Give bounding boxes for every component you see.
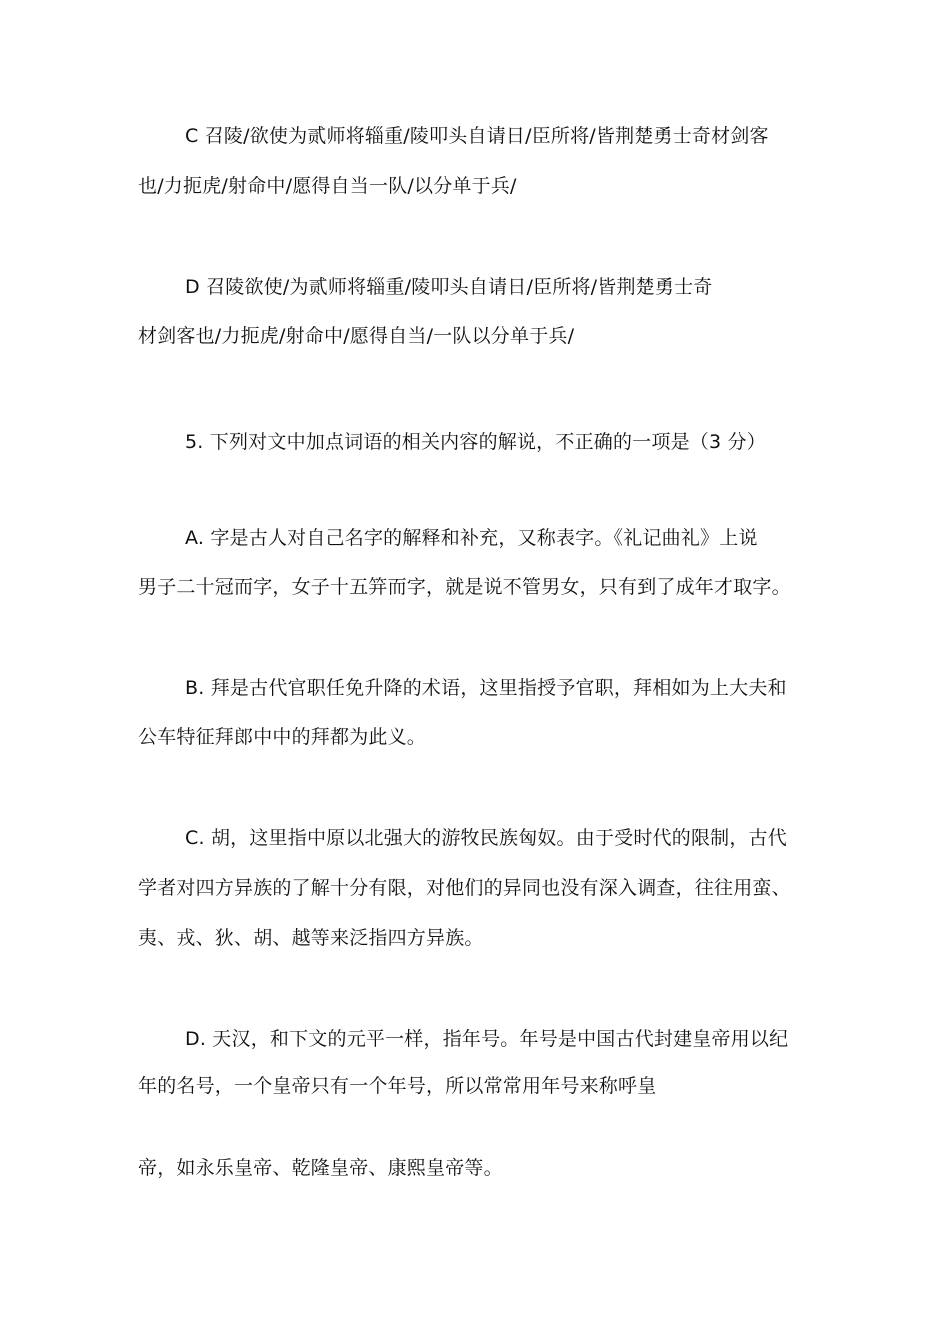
q5-option-b-line-2: 公车特征拜郎中中的拜都为此义。 [138,726,427,748]
option-d-line-1: D 召陵欲使/为贰师将辎重/陵叩头自请日/臣所将/皆荆楚勇士奇 [185,276,713,298]
option-c-line-2: 也/力扼虎/射命中/愿得自当一队/以分单于兵/ [138,175,517,197]
q5-option-d-line-1: D. 天汉，和下文的元平一样，指年号。年号是中国古代封建皇帝用以纪 [185,1028,789,1050]
q5-option-a-line-2: 男子二十冠而字，女子十五笄而字，就是说不管男女，只有到了成年才取字。 [138,576,791,598]
q5-option-c-line-2: 学者对四方异族的了解十分有限，对他们的异同也没有深入调查，往往用蛮、 [138,877,791,899]
q5-option-d-line-2: 年的名号，一个皇帝只有一个年号，所以常常用年号来称呼皇 [138,1075,657,1097]
q5-option-b-line-1: B. 拜是古代官职任免升降的术语，这里指授予官职，拜相如为上大夫和 [185,677,787,699]
q5-option-c-line-3: 夷、戎、狄、胡、越等来泛指四方异族。 [138,927,484,949]
question-5-stem: 5. 下列对文中加点词语的相关内容的解说，不正确的一项是（3 分） [185,431,766,453]
q5-option-d-line-3: 帝，如永乐皇帝、乾隆皇帝、康熙皇帝等。 [138,1157,503,1179]
option-c-line-1: C 召陵/欲使为贰师将辎重/陵叩头自请日/臣所将/皆荆楚勇士奇材剑客 [185,125,769,147]
option-d-line-2: 材剑客也/力扼虎/射命中/愿得自当/一队以分单于兵/ [138,325,575,347]
q5-option-a-line-1: A. 字是古人对自己名字的解释和补充，又称表字。《礼记曲礼》上说 [185,527,758,549]
q5-option-c-line-1: C. 胡，这里指中原以北强大的游牧民族匈奴。由于受时代的限制，古代 [185,827,787,849]
